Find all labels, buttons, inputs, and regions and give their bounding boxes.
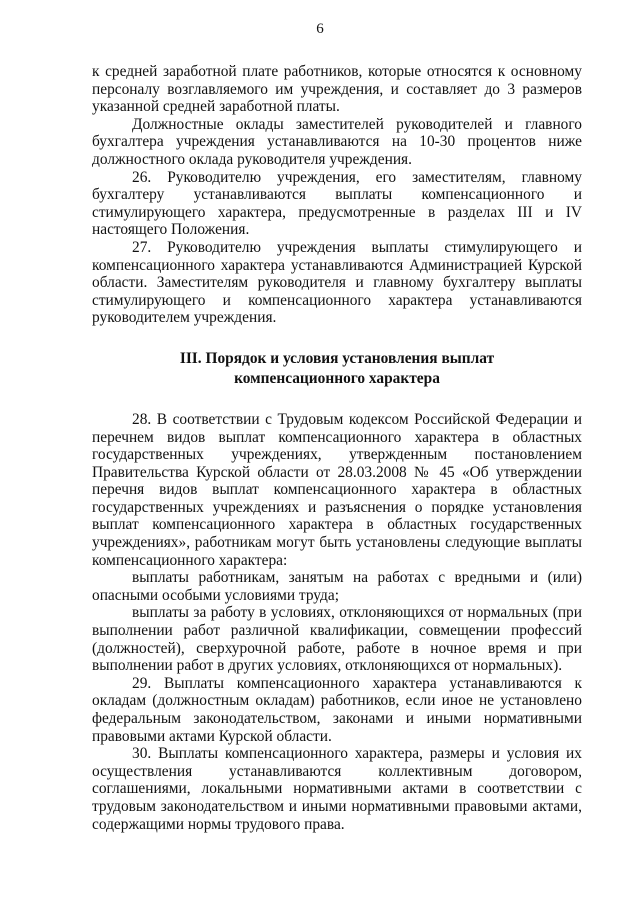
section-heading-line-2: компенсационного характера (234, 369, 440, 387)
page-number: 6 (316, 21, 324, 37)
paragraph: 28. В соответствии с Трудовым кодексом Российской Федерации и перечнем видов выплат компенсационного характера в областных государственных учреждениях, утвержденным постановлением Правительства Курской области от 28.03.2008 № 45 «Об утверждении перечня видов выплат компенсационного характера в областных государственных учреждениях и разъяснения о порядке установления выплат компенсационного характера в областных государственных учреждениях», работникам могут быть установлены следующие выплаты компенсационного характера: (92, 410, 582, 569)
paragraph: 29. Выплаты компенсационного характера устанавливаются к окладам (должностным окладам) работников, если иное не установлено федеральным законодательством, законами и иными нормативными правовыми актами Курской области. (92, 674, 582, 745)
paragraph: 26. Руководителю учреждения, его заместителям, главному бухгалтеру устанавливаются выплаты компенсационного и стимулирующего характера, предусмотренные в разделах III и IV настоящего Положения. (92, 168, 582, 239)
section-heading (92, 349, 582, 389)
section-heading-line-1: III. Порядок и условия установления выплат (179, 349, 495, 367)
paragraph: 30. Выплаты компенсационного характера, размеры и условия их осуществления устанавливаются коллективным договором, соглашениями, локальными нормативными актами в соответствии с трудовым законодательством и иными нормативными правовыми актами, содержащими нормы трудового права. (92, 745, 582, 833)
paragraph: Должностные оклады заместителей руководителей и главного бухгалтера учреждения устанавливаются на 10-30 процентов ниже должностного оклада руководителя учреждения. (92, 115, 582, 168)
paragraph: 27. Руководителю учреждения выплаты стимулирующего и компенсационного характера устанавливаются Администрацией Курской области. Заместителям руководителя и главному бухгалтеру выплаты стимулирующего и компенсационного характера устанавливаются руководителем учреждения. (92, 238, 582, 327)
paragraph: к средней заработной плате работников, которые относятся к основному персоналу возглавляемого им учреждения, и составляет до 3 размеров указанной средней заработной платы. (92, 63, 582, 116)
document-body (92, 63, 582, 833)
paragraph: выплаты за работу в условиях, отклоняющихся от нормальных (при выполнении работ различной квалификации, совмещении профессий (должностей), сверхурочной работе, работе в ночное время и при выполнении работ в других условиях, отклоняющихся от нормальных). (92, 604, 582, 675)
paragraph: выплаты работникам, занятым на работах с вредными и (или) опасными особыми условиями труда; (92, 569, 582, 604)
